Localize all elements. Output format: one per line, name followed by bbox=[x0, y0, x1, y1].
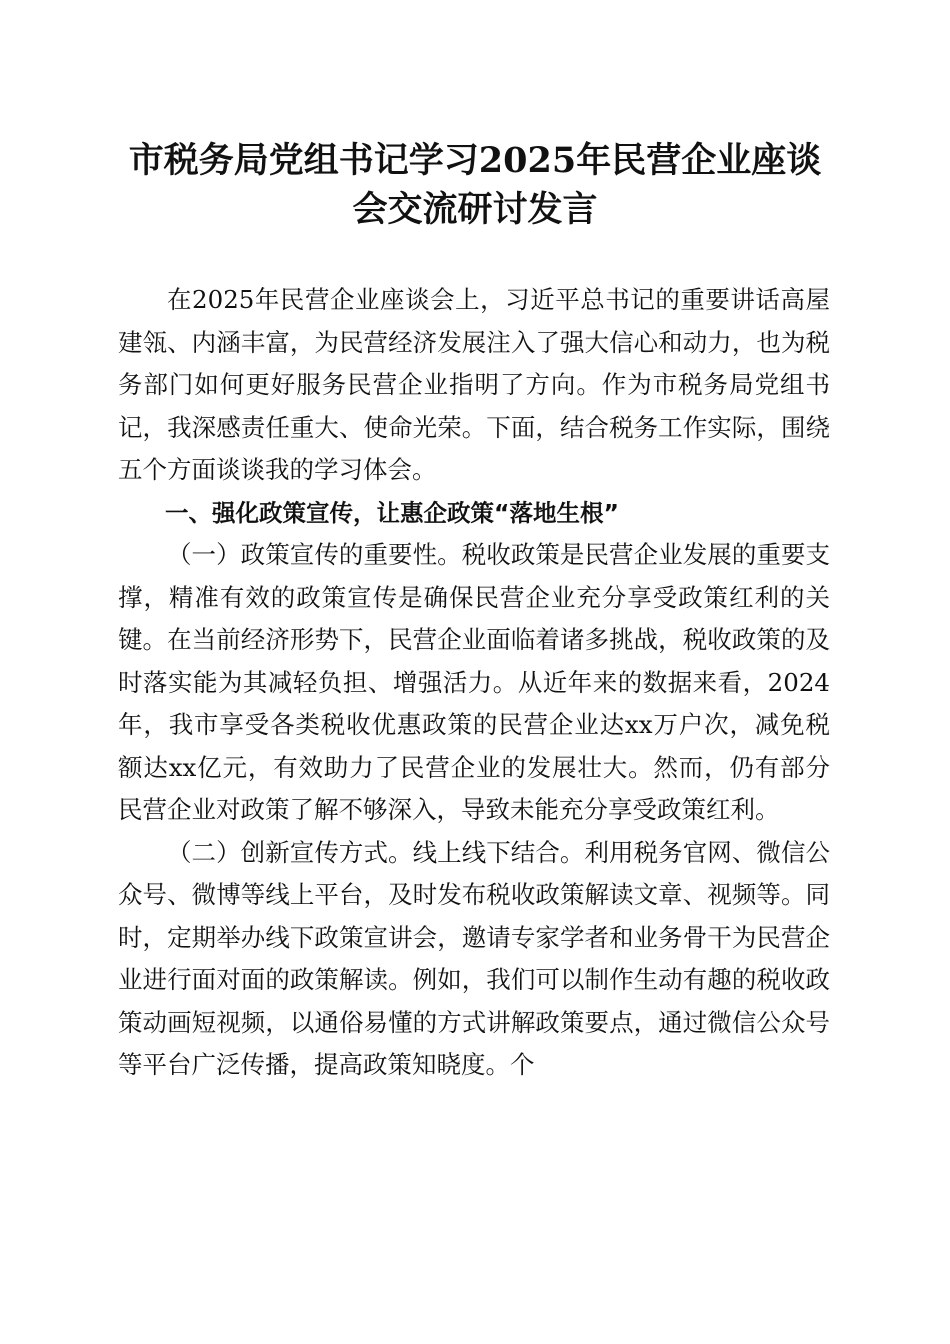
intro-paragraph: 在2025年民营企业座谈会上，习近平总书记的重要讲话高屋建瓴、内涵丰富，为民营经济发展注入了强大信心和动力，也为税务部门如何更好服务民营企业指明了方向。作为市税务局党组书记，我深感责任重大、使命光荣。下面，结合税务工作实际，围绕五个方面谈谈我的学习体会。 bbox=[118, 285, 830, 484]
title-line-2: 会交流研讨发言 bbox=[352, 189, 598, 230]
title-line-1: 市税务局党组书记学习2025年民营企业座谈 bbox=[128, 140, 822, 181]
document-title bbox=[110, 136, 840, 234]
section-1-1-text: 税收政策是民营企业发展的重要支撑，精准有效的政策宣传是确保民营企业充分享受政策红利的关键。在当前经济形势下，民营企业面临着诸多挑战，税收政策的及时落实能为其减轻负担、增强活力。从近年来的数据来看，2024年，我市享受各类税收优惠政策的民营企业达xx万户次，减免税额达xx亿元，有效助力了民营企业的发展壮大。然而，仍有部分民营企业对政策了解不够深入，导致未能充分享受政策红利。 bbox=[118, 540, 831, 824]
section-1-2-text: 线上线下结合。利用税务官网、微信公众号、微博等线上平台，及时发布税收政策解读文章、视频等。同时，定期举办线下政策宣讲会，邀请专家学者和业务骨干为民营企业进行面对面的政策解读。例如，我们可以制作生动有趣的税收政策动画短视频，以通俗易懂的方式讲解政策要点，通过微信公众号等平台广泛传播，提高政策知晓度。个 bbox=[118, 837, 830, 1079]
section-1-1-paragraph bbox=[118, 534, 830, 832]
section-1-1-lead: （一）政策宣传的重要性。 bbox=[167, 540, 462, 569]
section-1-heading: 一、强化政策宣传，让惠企政策“落地生根” bbox=[165, 498, 619, 527]
section-1-2-lead: （二）创新宣传方式。 bbox=[167, 837, 413, 867]
document-body bbox=[118, 279, 830, 1087]
section-1-2-paragraph bbox=[118, 832, 830, 1087]
